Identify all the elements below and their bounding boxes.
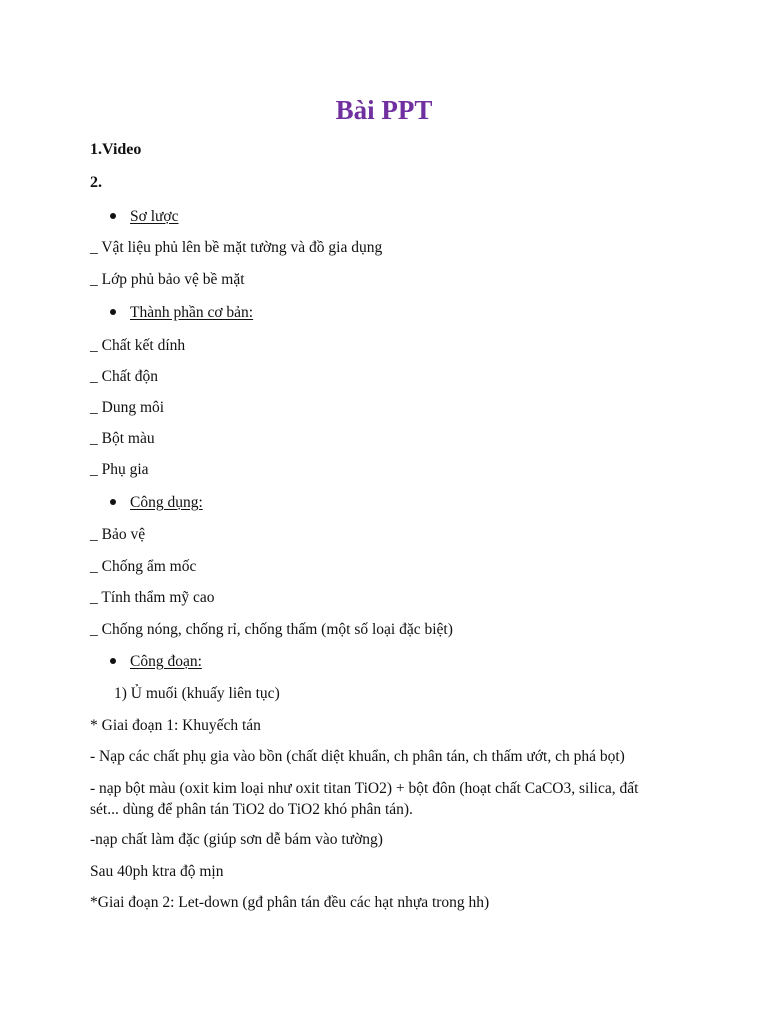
list-item: _ Bột màu xyxy=(90,430,155,447)
list-item: *Giai đoạn 2: Let-down (gđ phân tán đều các hạt nhựa trong hh) xyxy=(90,894,490,911)
list-item: _ Dung môi xyxy=(90,399,165,416)
bullet-label: Thành phần cơ bản: xyxy=(130,304,254,321)
bullet-dot-icon xyxy=(110,499,116,505)
list-item: - nạp bột màu (oxit kim loại như oxit titan TiO2) + bột đôn (hoạt chất CaCO3, silica, đất xyxy=(90,780,639,797)
list-item: _ Tính thẩm mỹ cao xyxy=(90,589,215,606)
list-item: _ Vật liệu phủ lên bề mặt tường và đồ gia dụng xyxy=(90,239,383,256)
numbered-step-1: 1) Ủ muối (khuấy liên tục) xyxy=(114,685,280,702)
heading-video: 1.Video xyxy=(90,141,142,158)
bullet-label: Công đoạn: xyxy=(130,653,202,670)
bullet-dot-icon xyxy=(110,213,116,219)
heading-2: 2. xyxy=(90,174,102,191)
bullet-thanh-phan xyxy=(110,303,253,323)
list-item: -nạp chất làm đặc (giúp sơn dễ bám vào tường) xyxy=(90,831,383,848)
list-item: _ Bảo vệ xyxy=(90,526,146,543)
list-item: - Nạp các chất phụ gia vào bồn (chất diệt khuẩn, ch phân tán, ch thấm ướt, ch phá bọt) xyxy=(90,748,625,765)
list-item: _ Chất kết dính xyxy=(90,337,186,354)
bullet-cong-doan xyxy=(110,652,202,672)
list-item: _ Chất độn xyxy=(90,368,159,385)
list-item: _ Phụ gia xyxy=(90,461,149,478)
list-item: _ Chống nóng, chống rỉ, chống thấm (một số loại đặc biệt) xyxy=(90,621,453,638)
bullet-so-luoc xyxy=(110,207,178,227)
list-item: _ Chống ẩm mốc xyxy=(90,558,197,575)
bullet-label: Công dụng: xyxy=(130,494,203,511)
list-item: sét... dùng để phân tán TiO2 do TiO2 khó phân tán). xyxy=(90,801,413,818)
bullet-dot-icon xyxy=(110,658,116,664)
bullet-cong-dung xyxy=(110,493,203,513)
bullet-label: Sơ lược xyxy=(130,208,179,225)
list-item: * Giai đoạn 1: Khuyếch tán xyxy=(90,717,261,734)
document-title: Bài PPT xyxy=(335,95,433,125)
bullet-dot-icon xyxy=(110,309,116,315)
list-item: Sau 40ph ktra độ mịn xyxy=(90,863,224,880)
list-item: _ Lớp phủ bảo vệ bề mặt xyxy=(90,271,245,288)
